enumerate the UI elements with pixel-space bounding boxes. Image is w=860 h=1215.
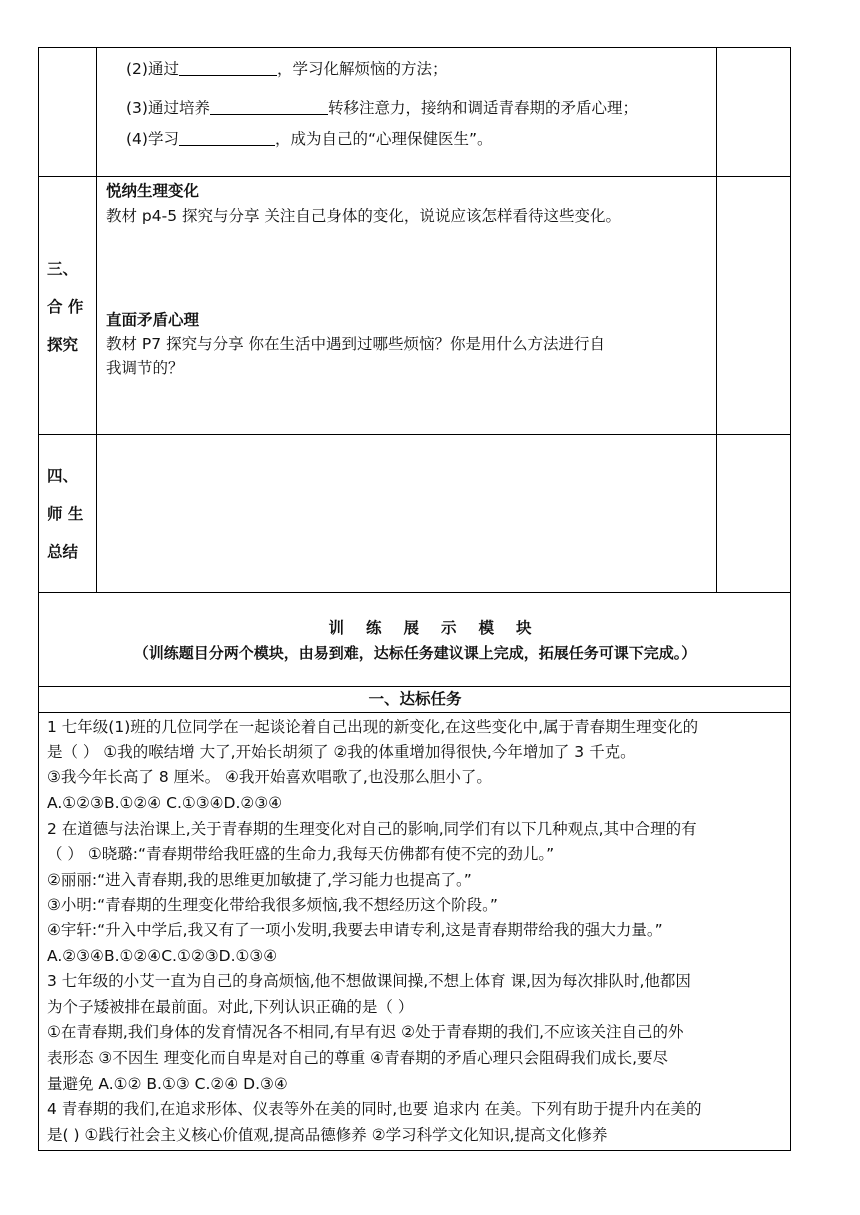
question-line: ②丽丽:“进入青春期,我的思维更加敏捷了,学习能力也提高了。” xyxy=(47,871,472,889)
question-line: ③小明:“青春期的生理变化带给我很多烦恼,我不想经历这个阶段。” xyxy=(47,896,498,914)
fill-blank[interactable] xyxy=(179,129,275,146)
heading-accept-changes: 悦纳生理变化 xyxy=(106,182,200,200)
task-header: 一、达标任务 xyxy=(368,690,462,708)
item-2-suffix: ，学习化解烦恼的方法； xyxy=(276,60,448,78)
item-4 xyxy=(126,128,493,150)
item-4-suffix: ，成为自己的“心理保健医生”。 xyxy=(274,130,493,148)
section4-label-line1: 师 生 xyxy=(47,505,84,523)
section3-label-line1: 合 作 xyxy=(47,298,84,316)
question-line: （ ） ①晓璐:“青春期带给我旺盛的生命力,我每天仿佛都有使不完的劲儿。” xyxy=(47,845,555,863)
item-3-suffix: 转移注意力，接纳和调适青春期的矛盾心理； xyxy=(327,99,638,117)
item-3 xyxy=(126,97,638,119)
question-line: 4 青春期的我们,在追求形体、仪表等外在美的同时,也要 追求内 在美。下列有助于提升内在美的 xyxy=(47,1100,702,1118)
question-line: 是（ ） ①我的喉结增 大了,开始长胡须了 ②我的体重增加得很快,今年增加了 3 千克。 xyxy=(47,743,636,761)
section3-number: 三、 xyxy=(47,260,79,278)
question-line: 2 在道德与法治课上,关于青春期的生理变化对自己的影响,同学们有以下几种观点,其中合理的有 xyxy=(47,820,697,838)
question-line: ③我今年长高了 8 厘米。 ④我开始喜欢唱歌了,也没那么胆小了。 xyxy=(47,768,492,786)
question-line: 量避免 A.①② B.①③ C.②④ D.③④ xyxy=(47,1075,288,1093)
heading-face-contradiction: 直面矛盾心理 xyxy=(106,311,200,329)
question-line: ④宇轩:“升入中学后,我又有了一项小发明,我要去申请专利,这是青春期带给我的强大力量。” xyxy=(47,921,663,939)
fill-blank[interactable] xyxy=(210,98,328,115)
question-line: ①在青春期,我们身体的发育情况各不相同,有早有迟 ②处于青春期的我们,不应该关注自己的外 xyxy=(47,1023,684,1041)
item-4-prefix: (4)学习 xyxy=(126,130,179,148)
section4-label-line2: 总结 xyxy=(47,543,79,561)
explore-text-2a: 教材 P7 探究与分享 你在生活中遇到过哪些烦恼？你是用什么方法进行自 xyxy=(106,335,605,353)
explore-text-1: 教材 p4-5 探究与分享 关注自己身体的变化，说说应该怎样看待这些变化。 xyxy=(106,207,621,225)
question-line: 3 七年级的小艾一直为自己的身高烦恼,他不想做课间操,不想上体育 课,因为每次排队时,他都因 xyxy=(47,972,691,990)
question-line: 表形态 ③不因生 理变化而自卑是对自己的尊重 ④青春期的矛盾心理只会阻碍我们成长,要尽 xyxy=(47,1049,669,1067)
training-subtitle: （训练题目分两个模块，由易到难，达标任务建议课上完成，拓展任务可课下完成。） xyxy=(133,644,697,662)
question-line: 1 七年级(1)班的几位同学在一起谈论着自己出现的新变化,在这些变化中,属于青春期生理变化的 xyxy=(47,718,699,736)
section3-label-line2: 探究 xyxy=(47,336,79,354)
question-line: 为个子矮被排在最前面。对此,下列认识正确的是（ ） xyxy=(47,998,414,1016)
question-line: 是( ) ①践行社会主义核心价值观,提高品德修养 ②学习科学文化知识,提高文化修养 xyxy=(47,1126,608,1144)
training-title: 训练展示模块 xyxy=(328,619,554,637)
explore-text-2b: 我调节的？ xyxy=(106,359,184,377)
question-line: A.①②③B.①②④ C.①③④D.②③④ xyxy=(47,794,283,812)
item-2-prefix: (2)通过 xyxy=(126,60,179,78)
question-line: A.②③④B.①②④C.①②③D.①③④ xyxy=(47,947,278,965)
item-2 xyxy=(126,58,447,80)
section4-number: 四、 xyxy=(47,467,79,485)
item-3-prefix: (3)通过培养 xyxy=(126,99,210,117)
fill-blank[interactable] xyxy=(179,59,277,76)
